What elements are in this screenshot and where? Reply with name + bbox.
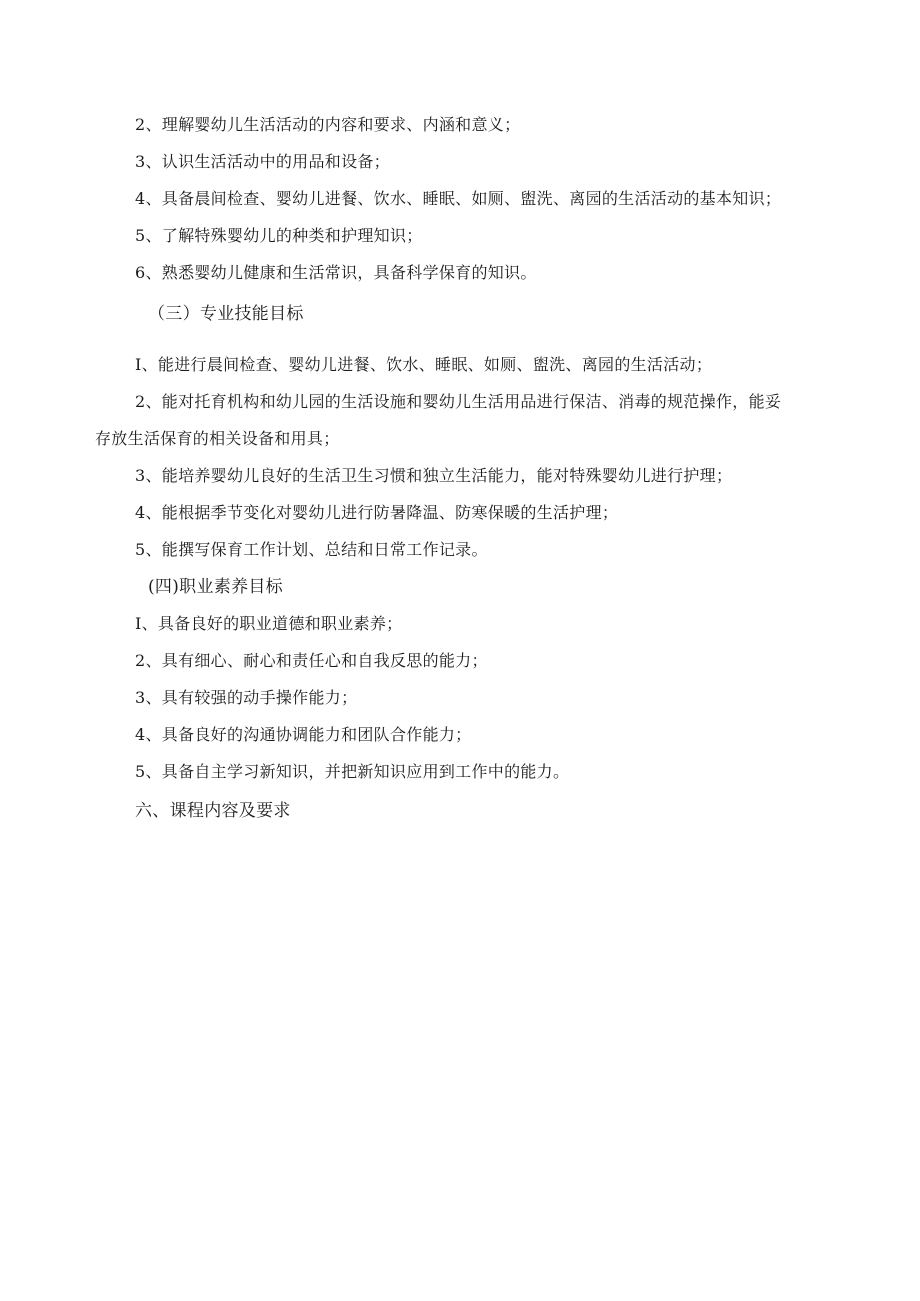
- quality-goal-2: 2、具有细心、耐心和责任心和自我反思的能力；: [135, 651, 488, 670]
- skill-goal-3: 3、能培养婴幼儿良好的生活卫生习惯和独立生活能力，能对特殊婴幼儿进行护理；: [135, 466, 733, 485]
- knowledge-goal-3: 3、认识生活活动中的用品和设备；: [135, 152, 390, 171]
- skill-goal-5: 5、能撰写保育工作计划、总结和日常工作记录。: [135, 540, 488, 559]
- skill-goal-4: 4、能根据季节变化对婴幼儿进行防暑降温、防寒保暖的生活护理；: [135, 503, 619, 522]
- quality-goal-1: I、具备良好的职业道德和职业素养；: [135, 614, 403, 633]
- knowledge-goal-4: 4、具备晨间检查、婴幼儿进餐、饮水、睡眠、如厕、盥洗、离园的生活活动的基本知识；: [135, 189, 782, 208]
- knowledge-goal-5: 5、了解特殊婴幼儿的种类和护理知识；: [135, 226, 423, 245]
- skill-goal-2-continued: 存放生活保育的相关设备和用具；: [95, 429, 340, 448]
- knowledge-goal-2: 2、理解婴幼儿生活活动的内容和要求、内涵和意义；: [135, 115, 521, 134]
- skill-goals-heading: （三）专业技能目标: [148, 304, 304, 324]
- skill-goal-2: 2、能对托育机构和幼儿园的生活设施和婴幼儿生活用品进行保洁、消毒的规范操作，能妥: [135, 392, 782, 411]
- section-six-heading: 六、课程内容及要求: [135, 801, 291, 821]
- quality-goals-heading: (四)职业素养目标: [148, 577, 283, 597]
- quality-goal-5: 5、具备自主学习新知识，并把新知识应用到工作中的能力。: [135, 762, 570, 781]
- skill-goal-1: I、能进行晨间检查、婴幼儿进餐、饮水、睡眠、如厕、盥洗、离园的生活活动；: [135, 355, 713, 374]
- quality-goal-3: 3、具有较强的动手操作能力；: [135, 688, 358, 707]
- knowledge-goal-6: 6、熟悉婴幼儿健康和生活常识，具备科学保育的知识。: [135, 263, 537, 282]
- quality-goal-4: 4、具备良好的沟通协调能力和团队合作能力；: [135, 725, 472, 744]
